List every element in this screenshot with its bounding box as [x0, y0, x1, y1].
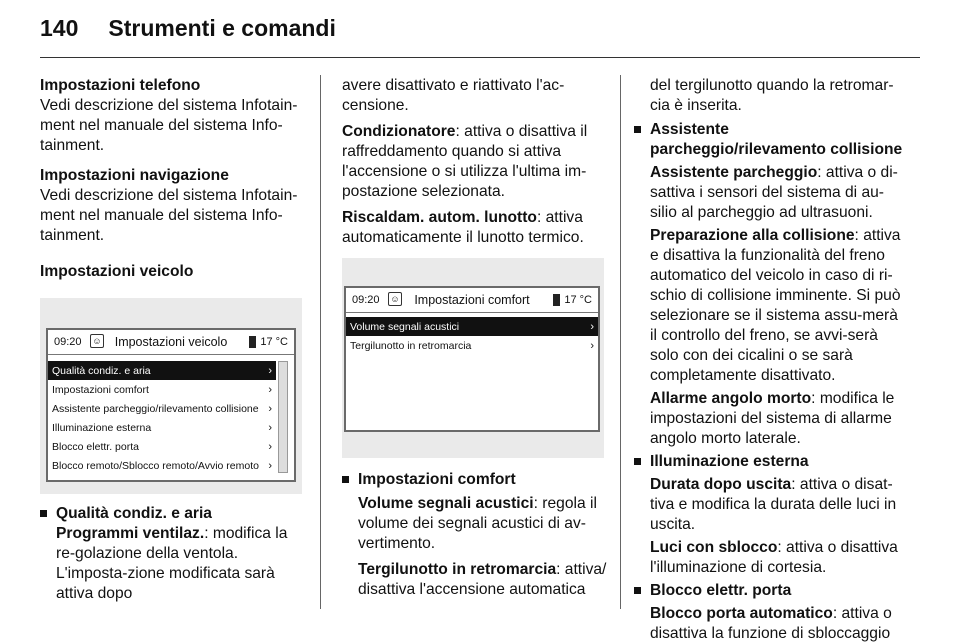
park-assist-desc: : attiva o di-sattiva i sensori del sistema di au-silio al parcheggio ad ultrasuoni. — [650, 164, 898, 221]
menu-item[interactable] — [346, 336, 598, 355]
menu-item[interactable] — [48, 380, 276, 399]
beep-volume-desc: : regola il volume dei segnali acustici di av-vertimento. — [358, 495, 597, 552]
ac-label: Condizionatore — [342, 123, 456, 140]
display-status-bar — [48, 330, 294, 355]
column-1 — [40, 76, 308, 610]
menu-item[interactable] — [48, 399, 276, 418]
phone-settings-heading: Impostazioni telefono — [40, 77, 201, 94]
chevron-right-icon: › — [268, 459, 272, 472]
display-status-bar — [346, 288, 598, 313]
screen-title: Impostazioni veicolo — [114, 335, 228, 349]
blind-spot-desc: : modifica le impostazioni del sistema di allarme angolo morto laterale. — [650, 390, 895, 447]
column-divider — [320, 75, 321, 609]
page-header — [40, 8, 336, 48]
column-3 — [634, 76, 908, 644]
column-2 — [342, 76, 607, 606]
menu-item-label: Qualità condiz. e aria — [52, 364, 151, 377]
fan-programs-text — [56, 524, 308, 604]
bullet-air-quality: Qualità condiz. e aria — [40, 504, 308, 524]
clock: 09:20 — [54, 336, 82, 348]
temperature — [553, 290, 592, 310]
menu-item-label: Illuminazione esterna — [52, 421, 152, 434]
collision-prep-desc: : attiva e disattiva la funzionalità del freno automatico del veicolo in caso di ri-schio di collisione imminente. Si può selezionare se il sistema assu-merà il controllo del freno, se avvi-serà solo con dei cicalini o se sarà completamente disattivato. — [650, 227, 901, 384]
menu-item[interactable] — [346, 317, 598, 336]
chevron-right-icon: › — [590, 320, 594, 333]
rear-defrost-label: Riscaldam. autom. lunotto — [342, 209, 537, 226]
thermometer-icon — [249, 336, 256, 348]
comfort-settings-screenshot — [342, 258, 604, 458]
vehicle-settings-heading: Impostazioni veicolo — [40, 263, 194, 280]
bullet-parking-assist: Assistente parcheggio/rilevamento collisione — [634, 120, 908, 160]
menu-item-label: Impostazioni comfort — [52, 383, 149, 396]
auto-lock-label: Blocco porta automatico — [650, 605, 833, 622]
menu-item-label: Tergilunotto in retromarcia — [350, 339, 472, 352]
nav-settings-heading: Impostazioni navigazione — [40, 167, 229, 184]
blind-spot-text — [650, 389, 908, 449]
exit-duration-text — [650, 475, 908, 535]
menu-item-label: Blocco remoto/Sblocco remoto/Avvio remoto — [52, 459, 259, 472]
rear-wiper-label: Tergilunotto in retromarcia — [358, 561, 557, 578]
bullet-exterior-lighting: Illuminazione esterna — [634, 452, 908, 472]
bullet-comfort-settings: Impostazioni comfort — [342, 470, 607, 490]
column-divider — [620, 75, 621, 609]
display-screen — [344, 286, 600, 432]
continuation-text: del tergilunotto quando la retromar-cia è inserita. — [650, 77, 894, 114]
blind-spot-label: Allarme angolo morto — [650, 390, 812, 407]
scrollbar[interactable] — [278, 361, 288, 473]
menu-item-label: Assistente parcheggio/rilevamento collisione — [52, 402, 259, 415]
unlock-lights-label: Luci con sblocco — [650, 539, 778, 556]
unlock-lights-desc: : attiva o disattiva l'illuminazione di cortesia. — [650, 539, 898, 576]
ac-text — [342, 122, 607, 202]
chevron-right-icon: › — [268, 364, 272, 377]
auto-lock-text — [650, 604, 908, 644]
menu-item[interactable] — [48, 437, 276, 456]
rear-defrost-text — [342, 208, 607, 248]
exit-duration-desc: : attiva o disat-tiva e modifica la durata delle luci in uscita. — [650, 476, 897, 533]
collision-prep-label: Preparazione alla collisione — [650, 227, 855, 244]
fan-programs-label: Programmi ventilaz. — [56, 525, 205, 542]
thermometer-icon — [553, 294, 560, 306]
rear-wiper-desc: : attiva/ disattiva l'accensione automatica — [358, 561, 607, 598]
chevron-right-icon: › — [590, 339, 594, 352]
temperature-value: 17 °C — [260, 336, 288, 348]
beep-volume-text — [358, 494, 607, 554]
collision-prep-text — [650, 226, 908, 386]
menu-item[interactable] — [48, 456, 276, 475]
screen-title: Impostazioni comfort — [414, 293, 530, 307]
rear-defrost-desc: : attiva automaticamente il lunotto termico. — [342, 209, 584, 246]
menu-item-label: Volume segnali acustici — [350, 320, 460, 333]
page-number: 140 — [40, 14, 79, 41]
chevron-right-icon: › — [268, 383, 272, 396]
bullet-power-door-lock: Blocco elettr. porta — [634, 581, 908, 601]
menu-item[interactable] — [48, 418, 276, 437]
menu-item-label: Blocco elettr. porta — [52, 440, 139, 453]
temperature-value: 17 °C — [564, 294, 592, 306]
menu-item[interactable] — [48, 361, 276, 380]
continuation-text: avere disattivato e riattivato l'ac-censione. — [342, 77, 565, 114]
exit-duration-label: Durata dopo uscita — [650, 476, 792, 493]
phone-settings-text: Vedi descrizione del sistema Infotain-ment nel manuale del sistema Info-tainment. — [40, 97, 298, 154]
nav-settings-text: Vedi descrizione del sistema Infotain-ment nel manuale del sistema Info-tainment. — [40, 187, 298, 244]
fan-programs-desc: : modifica la re-golazione della ventola. L'imposta-zione modificata sarà attiva dopo — [56, 525, 288, 602]
clock: 09:20 — [352, 294, 380, 306]
rear-wiper-text — [358, 560, 607, 600]
display-screen — [46, 328, 296, 482]
chevron-right-icon: › — [268, 402, 272, 415]
beep-volume-label: Volume segnali acustici — [358, 495, 534, 512]
page-title: Strumenti e comandi — [108, 14, 336, 41]
auto-lock-desc: : attiva o disattiva la funzione di sbloccaggio — [650, 605, 892, 642]
unlock-lights-text — [650, 538, 908, 578]
menu-list — [346, 317, 598, 355]
chevron-right-icon: › — [268, 440, 272, 453]
menu-list — [48, 361, 294, 475]
smiley-icon: ☺ — [388, 292, 402, 306]
ac-desc: : attiva o disattiva il raffreddamento quando si attiva l'accensione o si utilizza l'ultima im-postazione selezionata. — [342, 123, 588, 200]
park-assist-text — [650, 163, 908, 223]
chevron-right-icon: › — [268, 421, 272, 434]
temperature — [249, 332, 288, 352]
header-rule — [40, 57, 920, 58]
park-assist-label: Assistente parcheggio — [650, 164, 818, 181]
smiley-icon: ☺ — [90, 334, 104, 348]
vehicle-settings-screenshot — [40, 298, 302, 494]
